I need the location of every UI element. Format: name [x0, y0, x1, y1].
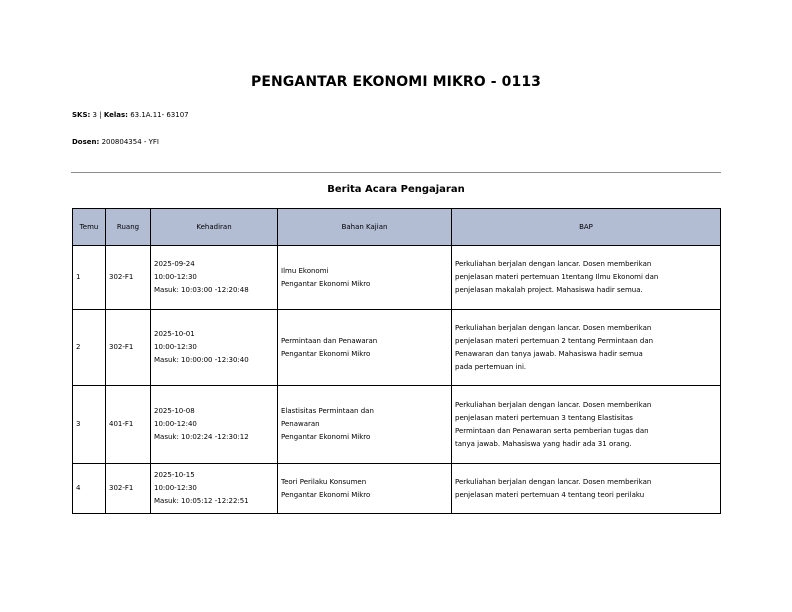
bap-line: penjelasan makalah project. Mahasiswa hadir semua.: [455, 286, 643, 294]
header-ruang: Ruang: [106, 209, 151, 246]
attendance-time: Masuk: 10:03:00 -12:20:48: [154, 286, 249, 294]
session-time: 10:00-12:30: [154, 343, 197, 351]
table-row: [73, 246, 721, 310]
kehadiran-cell: [151, 464, 278, 514]
session-time: 10:00-12:40: [154, 420, 197, 428]
lecturer-info-line: [72, 138, 159, 146]
header-temu: Temu: [73, 209, 106, 246]
table-row: [73, 310, 721, 386]
bap-line: penjelasan materi pertemuan 1tentang Ilmu Ekonomi dan: [455, 273, 659, 281]
attendance-time: Masuk: 10:05:12 -12:22:51: [154, 497, 249, 505]
ruang-cell: 302-F1: [106, 464, 151, 514]
temu-cell: 2: [73, 310, 106, 386]
header-kehadiran: Kehadiran: [151, 209, 278, 246]
bap-line: Permintaan dan Penawaran serta pemberian tugas dan: [455, 426, 649, 435]
ruang-cell: 401-F1: [106, 386, 151, 464]
session-date: 2025-09-24: [154, 260, 195, 268]
header-bap: BAP: [452, 209, 721, 246]
topic-line: Permintaan dan Penawaran: [281, 336, 378, 345]
bap-line: tanya jawab. Mahasiswa yang hadir ada 31 orang.: [455, 439, 632, 448]
bahan-kajian-cell: [278, 464, 452, 514]
session-date: 2025-10-15: [154, 471, 195, 479]
teaching-record-table: [72, 208, 721, 514]
bap-line: Penawaran dan tanya jawab. Mahasiswa hadir semua: [455, 349, 643, 358]
info-separator: |: [99, 111, 102, 119]
session-time: 10:00-12:30: [154, 484, 197, 492]
bap-line: Perkuliahan berjalan dengan lancar. Dosen memberikan: [455, 477, 652, 486]
ruang-cell: 302-F1: [106, 246, 151, 310]
bahan-kajian-cell: [278, 386, 452, 464]
temu-cell: 1: [73, 246, 106, 310]
session-date: 2025-10-01: [154, 330, 195, 338]
topic-line: Pengantar Ekonomi Mikro: [281, 349, 371, 358]
bahan-kajian-cell: [278, 246, 452, 310]
attendance-time: Masuk: 10:02:24 -12:30:12: [154, 433, 249, 441]
document-title: PENGANTAR EKONOMI MIKRO - 0113: [250, 74, 542, 90]
bap-cell: [452, 246, 721, 310]
section-title: Berita Acara Pengajaran: [327, 184, 465, 195]
temu-cell: 3: [73, 386, 106, 464]
table-header-row: [73, 209, 721, 246]
topic-line: Pengantar Ekonomi Mikro: [281, 279, 371, 288]
kehadiran-cell: [151, 310, 278, 386]
table-row: [73, 464, 721, 514]
bap-cell: [452, 464, 721, 514]
bap-line: penjelasan materi pertemuan 2 tentang Permintaan dan: [455, 336, 654, 345]
bap-cell: [452, 386, 721, 464]
topic-line: Teori Perilaku Konsumen: [281, 477, 367, 486]
bap-line: penjelasan materi pertemuan 4 tentang teori perilaku: [455, 490, 645, 499]
bap-line: pada pertemuan ini.: [455, 362, 527, 371]
horizontal-divider: [71, 172, 721, 173]
bap-line: Perkuliahan berjalan dengan lancar. Dosen memberikan: [455, 323, 652, 332]
bap-line: Perkuliahan berjalan dengan lancar. Dosen memberikan: [455, 260, 652, 268]
ruang-cell: 302-F1: [106, 310, 151, 386]
kelas-value: 63.1A.11- 63107: [130, 111, 189, 119]
bahan-kajian-cell: [278, 310, 452, 386]
course-info-line: [72, 111, 189, 119]
header-bahan-kajian: Bahan Kajian: [278, 209, 452, 246]
topic-line: Elastisitas Permintaan dan: [281, 407, 374, 415]
topic-line: Pengantar Ekonomi Mikro: [281, 490, 371, 499]
dosen-label: Dosen:: [72, 138, 100, 146]
sks-value: 3: [92, 111, 98, 119]
bap-cell: [452, 310, 721, 386]
kehadiran-cell: [151, 386, 278, 464]
attendance-time: Masuk: 10:00:00 -12:30:40: [154, 356, 249, 364]
kehadiran-cell: [151, 246, 278, 310]
topic-line: Penawaran: [281, 420, 320, 428]
topic-line: Ilmu Ekonomi: [281, 266, 329, 275]
topic-line: Pengantar Ekonomi Mikro: [281, 433, 371, 441]
bap-line: Perkuliahan berjalan dengan lancar. Dosen memberikan: [455, 400, 652, 409]
dosen-value: 200804354 - YFI: [101, 138, 159, 146]
kelas-label: Kelas:: [103, 111, 128, 119]
table-row: [73, 386, 721, 464]
session-date: 2025-10-08: [154, 407, 195, 415]
bap-line: penjelasan materi pertemuan 3 tentang Elastisitas: [455, 413, 633, 422]
session-time: 10:00-12:30: [154, 273, 197, 281]
temu-cell: 4: [73, 464, 106, 514]
sks-label: SKS:: [72, 111, 91, 119]
